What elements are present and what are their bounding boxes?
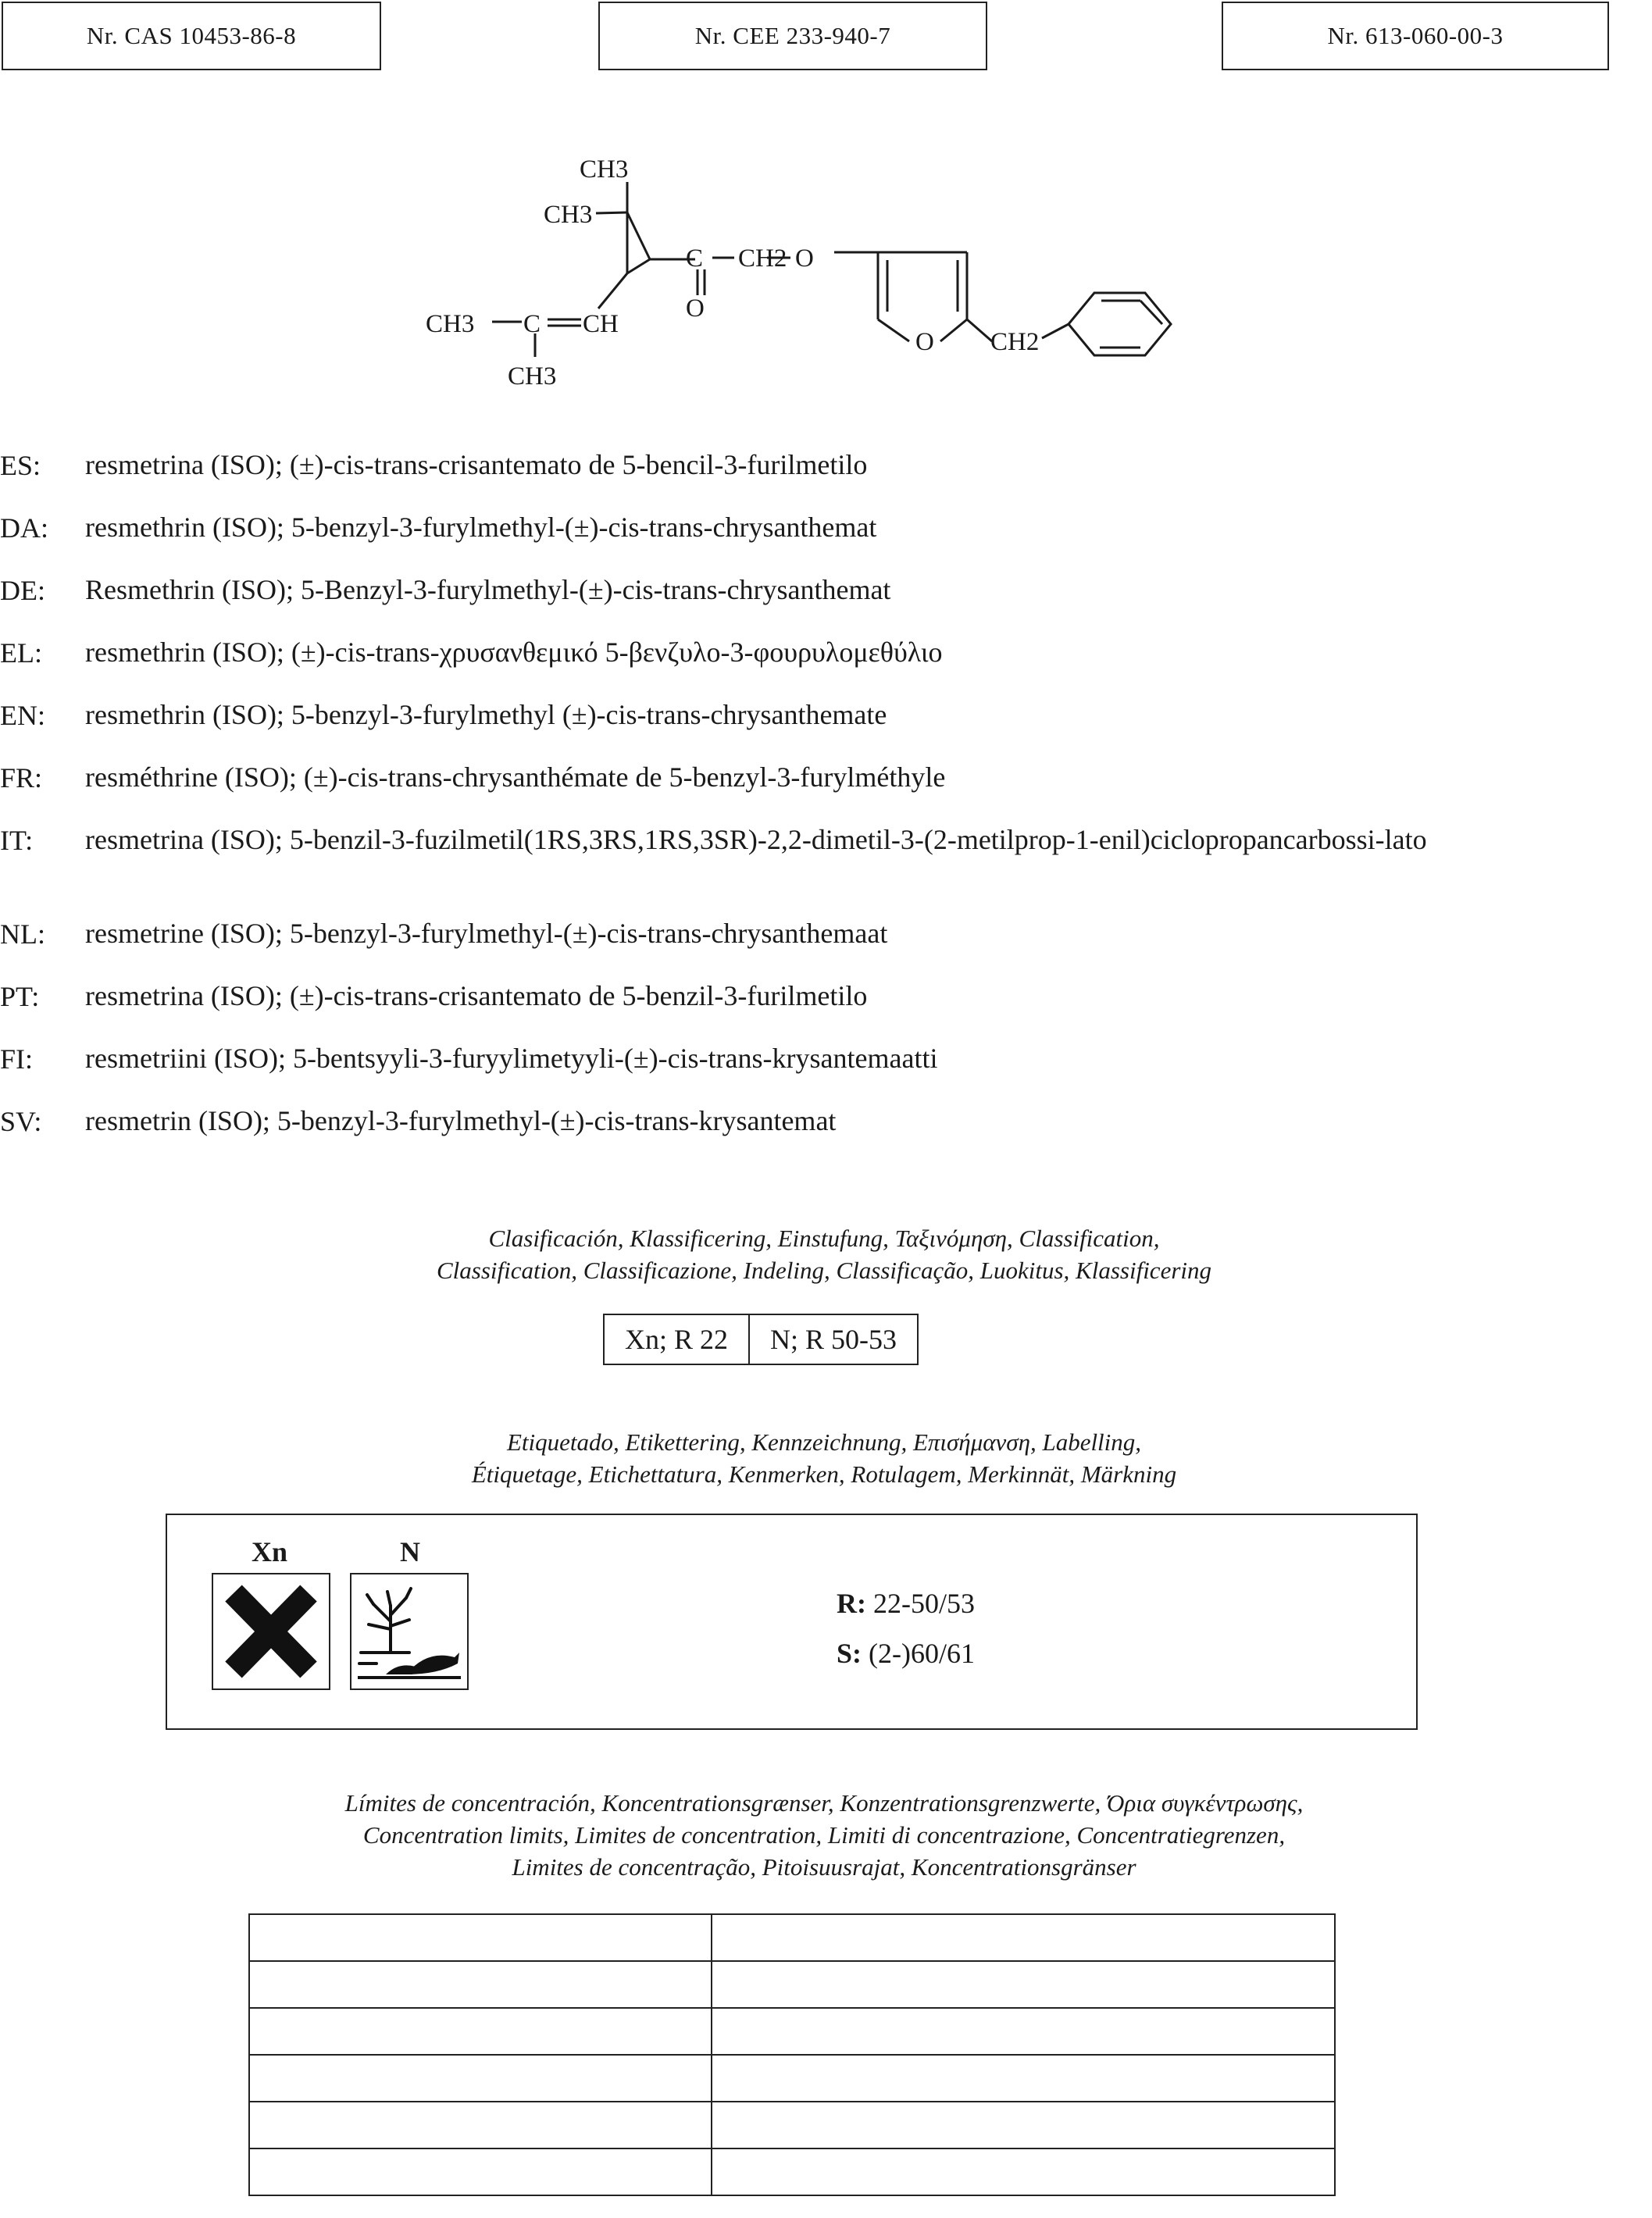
dangerous-for-environment-icon xyxy=(351,1574,467,1688)
substance-name: resmetrin (ISO); 5-benzyl-3-furylmethyl-(±)-cis-trans-krysantemat xyxy=(85,1105,837,1136)
risk-label: R: xyxy=(837,1588,866,1619)
classification-table xyxy=(603,1314,919,1365)
heading-line: Etiquetado, Etikettering, Kennzeichnung, Επισήμανση, Labelling, xyxy=(506,1428,1142,1456)
table-cell xyxy=(712,2008,1335,2055)
language-code: NL: xyxy=(0,918,45,950)
labelling-heading xyxy=(156,1426,1492,1490)
substance-name: resmetrina (ISO); 5-benzil-3-fuzilmetil(1RS,3RS,1RS,3SR)-2,2-dimetil-3-(2-metilprop-1-enil)ciclopropancarbossi-lato xyxy=(85,824,1427,855)
table-row xyxy=(249,2148,1335,2195)
symbol-letter-n: N xyxy=(400,1536,420,1567)
structure-label: CH2 xyxy=(990,328,1040,356)
heading-line: Concentration limits, Limites de concentration, Limiti di concentrazione, Concentratiegrenzen, xyxy=(362,1821,1286,1849)
structure-label: O xyxy=(795,244,814,273)
structure-label: C xyxy=(686,244,704,273)
name-row xyxy=(0,980,1652,1043)
structure-label: C xyxy=(523,310,541,338)
classification-heading xyxy=(156,1222,1492,1286)
name-row xyxy=(0,699,1652,761)
classification-cell: Xn; R 22 xyxy=(604,1314,749,1364)
safety-label: S: xyxy=(837,1638,862,1669)
table-cell xyxy=(712,2148,1335,2195)
table-cell xyxy=(249,2102,712,2148)
heading-line: Étiquetage, Etichettatura, Kenmerken, Rotulagem, Merkinnät, Märkning xyxy=(471,1460,1177,1488)
table-cell xyxy=(249,2008,712,2055)
name-row xyxy=(0,1043,1652,1105)
language-code: EL: xyxy=(0,637,42,669)
risk-phrase xyxy=(837,1587,975,1620)
language-code: PT: xyxy=(0,981,40,1012)
classification-cell: N; R 50-53 xyxy=(749,1314,918,1364)
substance-name: resmethrin (ISO); 5-benzyl-3-furylmethyl (±)-cis-trans-chrysanthemate xyxy=(85,699,887,730)
structure-label: CH2 xyxy=(738,244,787,273)
structure-label: CH3 xyxy=(580,155,629,184)
table-cell xyxy=(712,1961,1335,2008)
substance-name: Resmethrin (ISO); 5-Benzyl-3-furylmethyl-(±)-cis-trans-chrysanthemat xyxy=(85,574,891,605)
substance-name: resmetrine (ISO); 5-benzyl-3-furylmethyl-(±)-cis-trans-chrysanthemaat xyxy=(85,918,888,949)
index-number-box xyxy=(1222,2,1609,70)
language-code: DA: xyxy=(0,512,48,544)
index-number: Nr. 613-060-00-3 xyxy=(1327,22,1504,49)
structure-label: CH3 xyxy=(426,310,475,338)
structure-label: CH xyxy=(583,310,619,338)
table-cell xyxy=(249,2148,712,2195)
environment-symbol xyxy=(350,1573,469,1690)
cee-number-box xyxy=(598,2,987,70)
name-row xyxy=(0,824,1652,918)
name-row xyxy=(0,761,1652,824)
structural-formula xyxy=(406,152,1203,410)
substance-name: resmetrina (ISO); (±)-cis-trans-crisantemato de 5-benzil-3-furilmetilo xyxy=(85,980,868,1011)
safety-value: (2-)60/61 xyxy=(869,1638,975,1669)
table-row xyxy=(249,2055,1335,2102)
table-row xyxy=(249,2102,1335,2148)
safety-phrase xyxy=(837,1637,975,1670)
language-code: FI: xyxy=(0,1043,34,1075)
structure-label: CH3 xyxy=(544,201,593,229)
table-cell xyxy=(249,1961,712,2008)
substance-names xyxy=(0,449,1652,1168)
labelling-box xyxy=(166,1514,1418,1730)
substance-name: resmethrin (ISO); 5-benzyl-3-furylmethyl-(±)-cis-trans-chrysanthemat xyxy=(85,512,877,543)
name-row xyxy=(0,1105,1652,1168)
heading-line: Classification, Classificazione, Indeling, Classificação, Luokitus, Klassificering xyxy=(436,1257,1211,1284)
substance-name: resmetrina (ISO); (±)-cis-trans-crisantemato de 5-bencil-3-furilmetilo xyxy=(85,449,868,480)
language-code: IT: xyxy=(0,825,34,856)
harmful-cross-icon xyxy=(213,1574,329,1688)
language-code: SV: xyxy=(0,1106,42,1137)
table-cell xyxy=(249,2055,712,2102)
table-row xyxy=(249,2008,1335,2055)
table-row xyxy=(249,1914,1335,1961)
harmful-symbol xyxy=(212,1573,330,1690)
name-row xyxy=(0,449,1652,512)
structure-label: O xyxy=(686,294,705,323)
name-row xyxy=(0,512,1652,574)
language-code: EN: xyxy=(0,700,45,731)
heading-line: Clasificación, Klassificering, Einstufung, Ταξινόμηση, Classification, xyxy=(488,1225,1160,1252)
heading-line: Limites de concentração, Pitoisuusrajat, Koncentrationsgränser xyxy=(512,1853,1136,1881)
name-row xyxy=(0,574,1652,637)
heading-line: Límites de concentración, Koncentrationsgrænser, Konzentrationsgrenzwerte, Όρια συγκέντρωσης, xyxy=(344,1789,1304,1817)
table-cell xyxy=(712,2102,1335,2148)
language-code: FR: xyxy=(0,762,43,793)
language-code: ES: xyxy=(0,450,41,481)
concentration-limits-table xyxy=(248,1913,1336,2196)
table-row xyxy=(249,1961,1335,2008)
cas-number: Nr. CAS 10453-86-8 xyxy=(86,22,297,49)
name-row xyxy=(0,918,1652,980)
table-cell xyxy=(712,1914,1335,1961)
table-cell xyxy=(249,1914,712,1961)
risk-value: 22-50/53 xyxy=(873,1588,975,1619)
cas-number-box xyxy=(2,2,381,70)
language-code: DE: xyxy=(0,575,45,606)
symbol-letter-xn: Xn xyxy=(252,1536,288,1567)
substance-name: resméthrine (ISO); (±)-cis-trans-chrysanthémate de 5-benzyl-3-furylméthyle xyxy=(85,761,946,793)
substance-name: resmetriini (ISO); 5-bentsyyli-3-furyylimetyyli-(±)-cis-trans-krysantemaatti xyxy=(85,1043,938,1074)
concentration-heading xyxy=(156,1787,1492,1883)
name-row xyxy=(0,637,1652,699)
structure-label: CH3 xyxy=(508,362,557,390)
structure-label: O xyxy=(915,328,934,356)
substance-name: resmethrin (ISO); (±)-cis-trans-χρυσανθεμικό 5-βενζυλο-3-φουρυλομεθύλιο xyxy=(85,637,943,668)
table-cell xyxy=(712,2055,1335,2102)
cee-number: Nr. CEE 233-940-7 xyxy=(694,22,891,49)
